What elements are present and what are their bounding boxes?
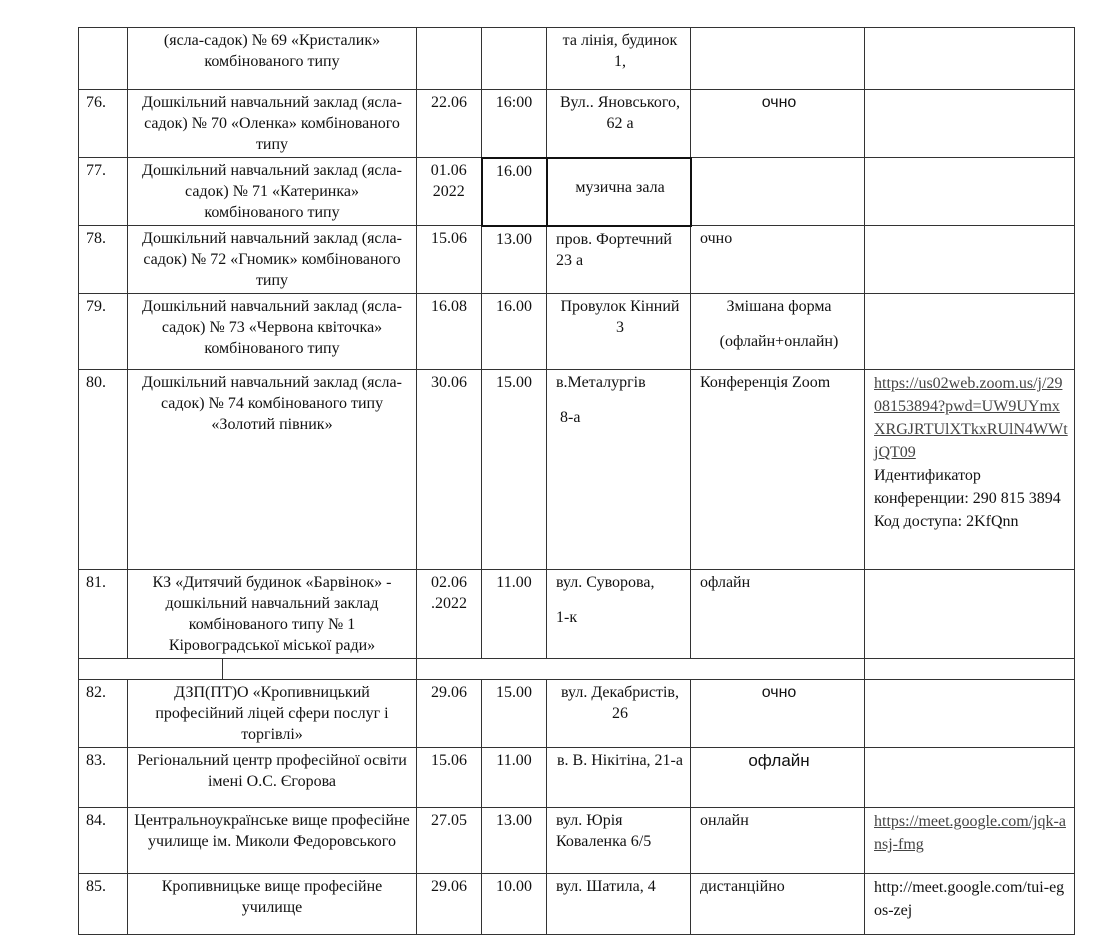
table-row: [79, 370, 1075, 570]
event-time: 16.00: [482, 294, 547, 370]
event-address: Вул.. Яновського, 62 а: [547, 90, 691, 158]
institution-name: ДЗП(ПТ)О «Кропивницький професійний ліцей сфери послуг і торгівлі»: [128, 680, 417, 748]
event-time: 16:00: [482, 90, 547, 158]
event-format: очно: [691, 226, 865, 294]
row-number: 81.: [79, 570, 128, 659]
table-row: [79, 808, 1075, 874]
format-detail: (офлайн+онлайн): [719, 333, 839, 350]
event-date: 29.06: [417, 680, 482, 748]
institution-name: Дошкільний навчальний заклад (ясла-садок) № 72 «Гномик» комбінованого типу: [128, 226, 417, 294]
event-address: Провулок Кінний 3: [547, 294, 691, 370]
event-address: та лінія, будинок 1,: [547, 28, 691, 90]
table-row: [79, 570, 1075, 659]
format-label: Змішана форма: [726, 298, 832, 315]
table-row: [79, 90, 1075, 158]
event-link: [865, 90, 1075, 158]
event-address: вул. Шатила, 4: [547, 874, 691, 935]
event-format: очно: [691, 680, 865, 748]
address-number: 1-к: [556, 609, 578, 626]
row-number: 83.: [79, 748, 128, 808]
row-number: 80.: [79, 370, 128, 570]
address-number: 8-а: [560, 409, 581, 426]
table-row: [79, 226, 1075, 294]
event-date: 16.08: [417, 294, 482, 370]
table-row: [79, 158, 1075, 226]
event-address: пров. Фортечний 23 а: [547, 226, 691, 294]
separator-cell: [417, 659, 865, 680]
separator-row: [79, 659, 1075, 680]
institution-name: Дошкільний навчальний заклад (ясла-садок) № 70 «Оленка» комбінованого типу: [128, 90, 417, 158]
access-code: Код доступа: 2KfQnn: [874, 513, 1019, 530]
event-link: [865, 28, 1075, 90]
event-time: [482, 28, 547, 90]
row-number: [79, 28, 128, 90]
event-format: [691, 294, 865, 370]
event-link: [865, 680, 1075, 748]
event-date: 29.06: [417, 874, 482, 935]
event-address: в. В. Нікітіна, 21-а: [547, 748, 691, 808]
event-format: офлайн: [691, 570, 865, 659]
conference-id: Идентификатор конференции: 290 815 3894: [874, 467, 1061, 507]
event-address: вул. Декабристів, 26: [547, 680, 691, 748]
row-number: 85.: [79, 874, 128, 935]
event-date: 27.05: [417, 808, 482, 874]
row-number: 79.: [79, 294, 128, 370]
separator-cell: [865, 659, 1075, 680]
event-link: [865, 294, 1075, 370]
event-address: музична зала: [547, 158, 691, 226]
row-number: 77.: [79, 158, 128, 226]
event-date: 30.06: [417, 370, 482, 570]
institution-name: Центральноукраїнське вище професійне училище ім. Миколи Федоровського: [128, 808, 417, 874]
event-time: 16.00: [482, 158, 547, 226]
row-number: 78.: [79, 226, 128, 294]
institution-name: Регіональний центр професійної освіти імені О.С. Єгорова: [128, 748, 417, 808]
event-address: [547, 370, 691, 570]
event-address: вул. Юрія Коваленка 6/5: [547, 808, 691, 874]
event-date: 15.06: [417, 748, 482, 808]
table-row: [79, 874, 1075, 935]
event-time: 11.00: [482, 748, 547, 808]
table-row: [79, 748, 1075, 808]
event-time: 11.00: [482, 570, 547, 659]
zoom-link[interactable]: https://us02web.zoom.us/j/2908153894?pwd=UW9UYmxXRGJRTUlXTkxRUlN4WWtjQT09: [874, 375, 1068, 461]
institution-name: Дошкільний навчальний заклад (ясла-садок) № 71 «Катеринка» комбінованого типу: [128, 158, 417, 226]
event-address: [547, 570, 691, 659]
row-number: 84.: [79, 808, 128, 874]
event-link: [865, 158, 1075, 226]
institution-name: (ясла-садок) № 69 «Кристалик» комбінованого типу: [128, 28, 417, 90]
address-street: в.Металургів: [556, 374, 646, 391]
event-format: Конференція Zoom: [691, 370, 865, 570]
address-street: вул. Суворова,: [556, 574, 655, 591]
row-number: 76.: [79, 90, 128, 158]
event-format: офлайн: [691, 748, 865, 808]
table-row: [79, 680, 1075, 748]
event-link: http://meet.google.com/tui-egos-zej: [865, 874, 1075, 935]
event-link: [865, 226, 1075, 294]
event-time: 15.00: [482, 370, 547, 570]
event-format: онлайн: [691, 808, 865, 874]
event-time: 15.00: [482, 680, 547, 748]
meet-link[interactable]: https://meet.google.com/jqk-ansj-fmg: [874, 813, 1066, 853]
event-link: [865, 748, 1075, 808]
separator-divider: [222, 659, 223, 679]
event-date: 22.06: [417, 90, 482, 158]
event-date: 15.06: [417, 226, 482, 294]
row-number: 82.: [79, 680, 128, 748]
event-format: дистанційно: [691, 874, 865, 935]
separator-cell: [79, 659, 417, 680]
event-time: 13.00: [482, 226, 547, 294]
event-time: 13.00: [482, 808, 547, 874]
table-row: [79, 28, 1075, 90]
event-date: 01.06 2022: [417, 158, 482, 226]
event-format: очно: [691, 90, 865, 158]
event-format: [691, 158, 865, 226]
schedule-table: [78, 27, 1075, 935]
institution-name: Кропивницьке вище професійне училище: [128, 874, 417, 935]
event-link: [865, 570, 1075, 659]
event-link: [865, 808, 1075, 874]
institution-name: КЗ «Дитячий будинок «Барвінок» - дошкільний навчальний заклад комбінованого типу № 1 Кіровоградської міської ради»: [128, 570, 417, 659]
institution-name: Дошкільний навчальний заклад (ясла-садок) № 74 комбінованого типу «Золотий півник»: [128, 370, 417, 570]
institution-name: Дошкільний навчальний заклад (ясла-садок) № 73 «Червона квіточка» комбінованого типу: [128, 294, 417, 370]
event-date: 02.06 .2022: [417, 570, 482, 659]
table-row: [79, 294, 1075, 370]
event-date: [417, 28, 482, 90]
event-link: [865, 370, 1075, 570]
event-format: [691, 28, 865, 90]
event-time: 10.00: [482, 874, 547, 935]
